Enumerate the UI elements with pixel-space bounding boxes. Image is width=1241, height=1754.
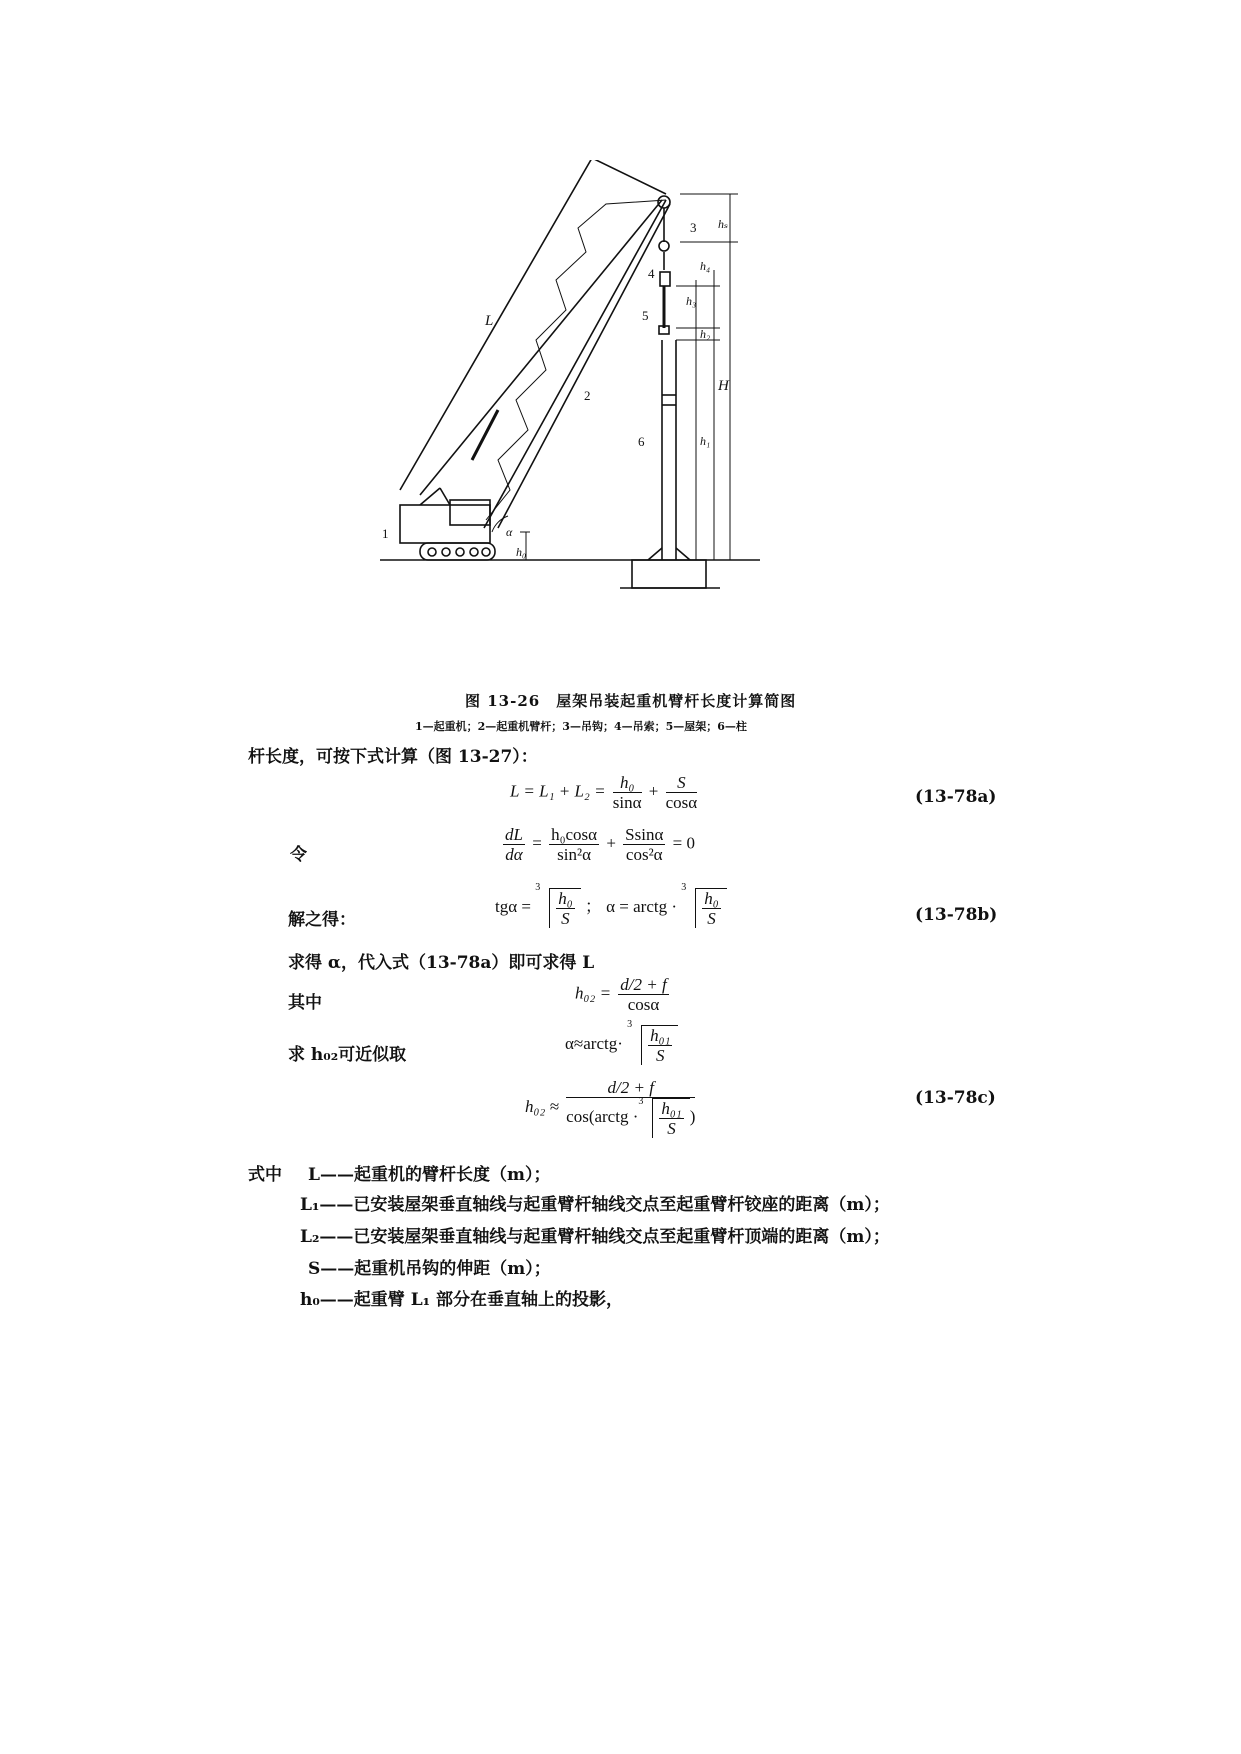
label-hs: hₛ (718, 217, 729, 231)
eq-number-c: (13-78c) (915, 1088, 996, 1108)
label-H: H (718, 378, 729, 394)
solve-label: 解之得： (288, 910, 356, 930)
figure-legend: 1—起重机；2—起重机臂杆；3—吊钩；4—吊索；5—屋架；6—柱 (415, 720, 747, 733)
definitions-intro: 式中 (248, 1165, 282, 1185)
equation-h02: h₀₂ = $\frac{d/2 + f}{\cos\alpha}$ (575, 975, 667, 1014)
where-label: 其中 (288, 993, 322, 1013)
find-text: 求得 α，代入式（13-78a）即可求得 L (288, 953, 595, 973)
foundation (632, 560, 706, 588)
def-S: S——起重机吊钩的伸距（m）； (308, 1259, 551, 1279)
approx-label: 求 h₀₂可近似取 (288, 1045, 407, 1065)
crane-cab-window (450, 500, 490, 525)
equation-approx-alpha: α≈arctg· 3 $\frac{\text{h₀₁}}{S}$ (565, 1025, 678, 1065)
figure-caption: 图 13-26 屋架吊装起重机臂杆长度计算简图 (465, 692, 797, 710)
def-L: L——起重机的臂杆长度（m）； (308, 1165, 551, 1185)
equation-13-78c: h₀₂ ≈ d/2 + f cos(arctg · 3 $\frac{\text{h₀₁}}{S}$ ) (525, 1078, 696, 1138)
hook-sling (660, 272, 670, 286)
eq-number-a: (13-78a) (915, 787, 997, 807)
callout-3: 3 (690, 220, 697, 235)
boom-pendant (420, 200, 662, 495)
def-h0: h₀——起重臂 L₁ 部分在垂直轴上的投影， (300, 1290, 624, 1310)
equation-derivative: $\frac{dL}{d\alpha}$ = $\frac{\text{h₀cosα}}{\text{sin²α}}$ + $\frac{Ssin\alpha}{\text{cos²α}}$ = 0 (505, 825, 695, 864)
def-L2: L₂——已安装屋架垂直轴线与起重臂杆轴线交点至起重臂杆顶端的距离（m）； (300, 1227, 890, 1247)
callout-4: 4 (648, 266, 655, 281)
crane-track (420, 543, 495, 560)
callout-1: 1 (382, 526, 389, 541)
def-L1: L₁——已安装屋架垂直轴线与起重臂杆轴线交点至起重臂杆铰座的距离（m）； (300, 1195, 890, 1215)
callout-5: 5 (642, 308, 649, 323)
crane-boom-diagram (380, 160, 860, 680)
boom-chord-upper (498, 204, 670, 528)
let-label: 令 (290, 845, 307, 865)
equation-13-78a: L = L₁ + L₂ = $\frac{\text{h₀}}{\sin\alpha}$ + $\frac{S}{\cos\alpha}$ (510, 773, 698, 812)
crane-cab (400, 505, 490, 543)
label-L: L (485, 313, 494, 329)
label-h1: h₁ (700, 434, 711, 448)
label-h0: h₀ (516, 545, 527, 559)
label-alpha: α (506, 525, 513, 539)
boom-chord-lower (484, 200, 666, 528)
callout-2: 2 (584, 388, 591, 403)
eq-number-b: (13-78b) (915, 905, 998, 925)
callout-6: 6 (638, 434, 645, 449)
intro-text: 杆长度，可按下式计算（图 13-27）： (248, 747, 538, 767)
label-h2: h₂ (700, 327, 711, 341)
equation-13-78b: tgα = 3 $\frac{\text{h₀}}{S}$ ； α = arctg · 3 $\frac{\text{h₀}}{S}$ (495, 888, 727, 928)
label-h3: h₃ (686, 294, 697, 308)
dimension-L (400, 160, 592, 490)
label-h4: h₄ (700, 259, 711, 273)
